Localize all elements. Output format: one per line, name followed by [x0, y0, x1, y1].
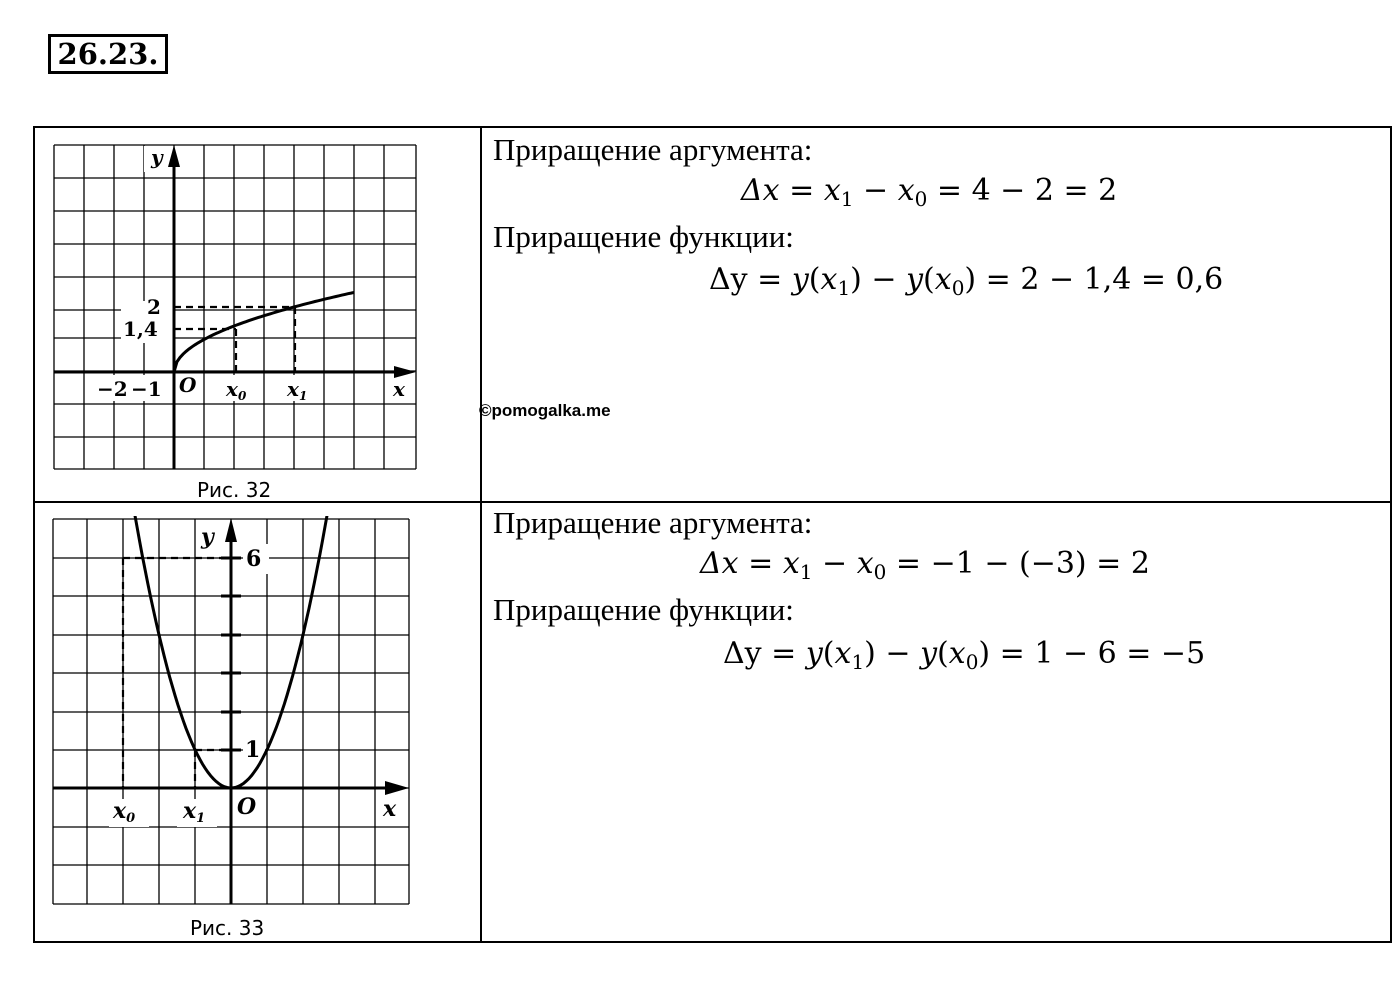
table-column-divider [480, 128, 482, 941]
tick-label-minus1: −1 [131, 377, 162, 401]
function-increment-label: Приращение функции: [493, 219, 794, 254]
origin-label: O [179, 373, 197, 397]
tick-label-minus2: −2 [97, 377, 128, 401]
x-axis-label: x [393, 377, 405, 401]
formula-delta-x: $\Delta x = x_1 - x_0 = -1 - (-3) = 2$ [700, 546, 1150, 584]
problem-number: 26.23. [48, 34, 168, 74]
formula-delta-y: $\Delta y = y(x_1) - y(x_0) = 2 - 1,4 = 0,6$ [709, 262, 1224, 300]
tick-label-2: 2 [147, 295, 161, 319]
solution-table [33, 126, 1392, 943]
argument-increment-label: Приращение аргумента: [493, 505, 813, 540]
graph-sqrt [51, 142, 421, 472]
figure-32-caption: Рис. 32 [197, 478, 272, 502]
argument-increment-label: Приращение аргумента: [493, 132, 813, 167]
tick-label-1: 1 [245, 737, 261, 763]
y-axis-label: y [151, 145, 163, 169]
x1-label: $x_1$ [287, 377, 308, 403]
tick-label-1-4: 1,4 [123, 317, 158, 341]
graph-parabola [49, 516, 413, 908]
x0-label: x0 [113, 798, 136, 826]
figure-32 [51, 142, 421, 472]
figure-33-caption: Рис. 33 [190, 916, 265, 940]
formula-delta-y: $\Delta y = y(x_1) - y(x_0) = 1 - 6 = -5$ [723, 636, 1206, 674]
origin-label: O [237, 794, 257, 820]
function-increment-label: Приращение функции: [493, 592, 794, 627]
figure-33 [49, 516, 413, 908]
tick-label-6: 6 [246, 546, 262, 572]
x0-label: $x_0$ [226, 377, 247, 403]
x-axis-label: x [383, 796, 397, 822]
y-axis-label: y [201, 524, 214, 550]
watermark: ©pomogalka.me [479, 401, 611, 420]
formula-delta-x: $\Delta x = x_1 - x_0 = 4 - 2 = 2$ [741, 173, 1118, 211]
x1-label: x1 [183, 798, 206, 826]
